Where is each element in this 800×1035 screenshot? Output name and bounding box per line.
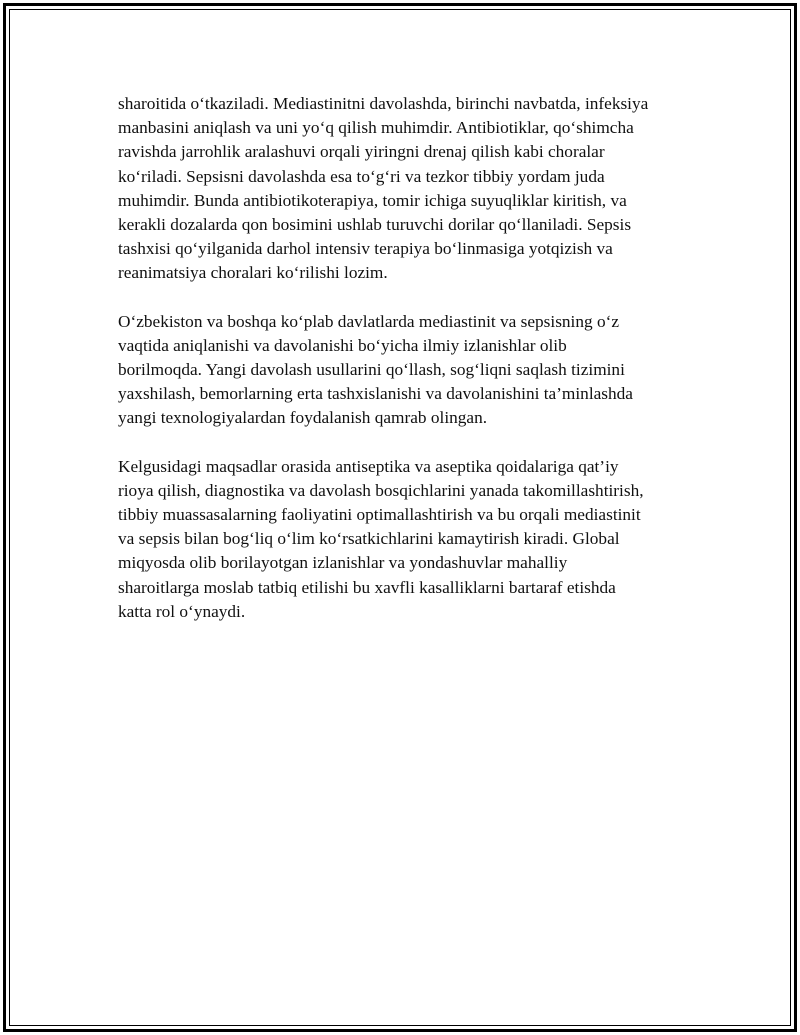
text-line: Kelgusidagi maqsadlar orasida antiseptika va aseptika qoidalariga qat’iy: [118, 456, 619, 476]
text-line: muhimdir. Bunda antibiotikoterapiya, tomir ichiga suyuqliklar kiritish, va: [118, 190, 627, 210]
document-body: [118, 92, 708, 648]
text-line: kerakli dozalarda qon bosimini ushlab turuvchi dorilar qo‘llaniladi. Sepsis: [118, 215, 632, 235]
text-line: sharoitida o‘tkaziladi. Mediastinitni davolashda, birinchi navbatda, infeksiya: [118, 94, 649, 113]
text-line: tashxisi qo‘yilganida darhol intensiv terapiya bo‘linmasiga yotqizish va: [118, 239, 613, 259]
text-line: rioya qilish, diagnostika va davolash bosqichlarini yanada takomillashtirish,: [118, 480, 644, 500]
text-line: manbasini aniqlash va uni yo‘q qilish muhimdir. Antibiotiklar, qo‘shimcha: [118, 118, 634, 138]
text-line: yangi texnologiyalardan foydalanish qamrab olingan.: [118, 408, 488, 428]
text-line: tibbiy muassasalarning faoliyatini optimallashtirish va bu orqali mediastinit: [118, 505, 641, 525]
text-line: reanimatsiya choralari ko‘rilishi lozim.: [118, 263, 388, 283]
text-line: katta rol o‘ynaydi.: [118, 601, 246, 621]
text-line: sharoitlarga moslab tatbiq etilishi bu xavfli kasalliklarni bartaraf etishda: [118, 577, 616, 597]
text-line: borilmoqda. Yangi davolash usullarini qo‘llash, sog‘liqni saqlash tizimini: [118, 360, 625, 380]
paragraph-2: [118, 310, 708, 431]
text-line: ravishda jarrohlik aralashuvi orqali yiringni drenaj qilish kabi choralar: [118, 142, 605, 162]
text-line: miqyosda olib borilayotgan izlanishlar va yondashuvlar mahalliy: [118, 553, 568, 573]
paragraph-3: [118, 455, 708, 624]
text-line: ko‘riladi. Sepsisni davolashda esa to‘g‘ri va tezkor tibbiy yordam juda: [118, 166, 605, 186]
text-line: vaqtida aniqlanishi va davolanishi bo‘yicha ilmiy izlanishlar olib: [118, 335, 567, 355]
text-line: O‘zbekiston va boshqa ko‘plab davlatlarda mediastinit va sepsisning o‘z: [118, 311, 620, 331]
paragraph-1: [118, 92, 708, 286]
text-line: va sepsis bilan bog‘liq o‘lim ko‘rsatkichlarini kamaytirish kiradi. Global: [118, 529, 620, 549]
text-line: yaxshilash, bemorlarning erta tashxislanishi va davolanishini ta’minlashda: [118, 384, 633, 404]
